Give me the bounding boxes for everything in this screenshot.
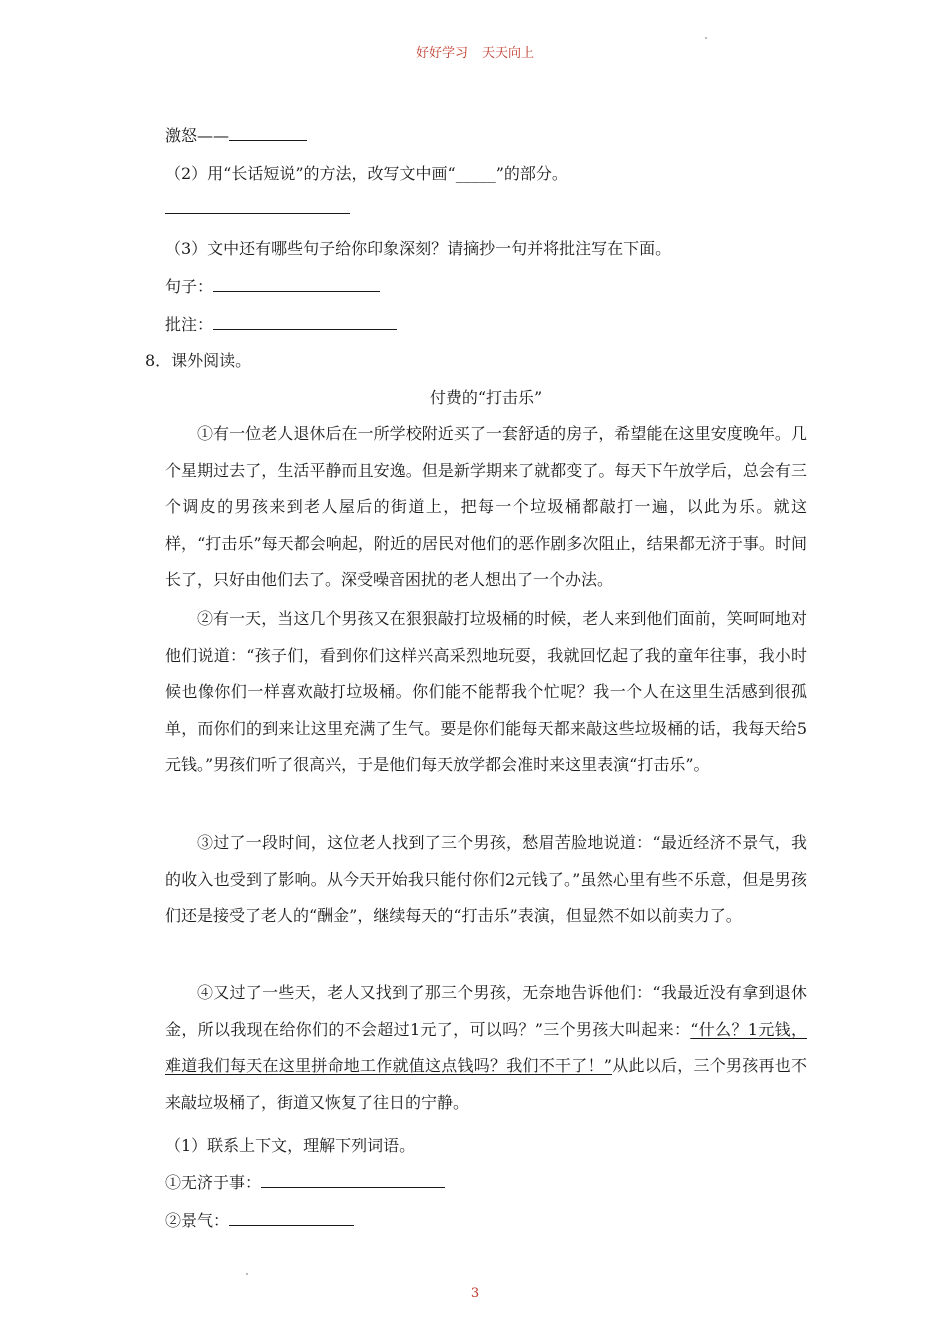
q8-sub1: （1）联系上下文，理解下列词语。 <box>165 1136 416 1155</box>
passage-paragraph-1: ①有一位老人退休后在一所学校附近买了一套舒适的房子，希望能在这里安度晚年。几个星期过去了，生活平静而且安逸。但是新学期来了就都变了。每天下午放学后，总会有三个调皮的男孩来到老人屋后的街道上，把每一个垃圾桶都敲打一遍，以此为乐。就这样，“打击乐”每天都会响起，附近的居民对他们的恶作剧多次阻止，结果都无济于事。时间长了，只好由他们去了。深受噪音困扰的老人想出了一个办法。 <box>165 424 807 590</box>
p4-text-after: 从此以后，三个男孩再也不来敲垃圾桶了，街道又恢复了往日的宁静。 <box>165 1056 807 1112</box>
q8-heading: 8．课外阅读。 <box>145 351 252 370</box>
page-header <box>0 42 950 61</box>
passage-paragraph-2: ②有一天，当这几个男孩又在狠狠敲打垃圾桶的时候，老人来到他们面前，笑呵呵地对他们说道：“孩子们，看到你们这样兴高采烈地玩耍，我就回忆起了我的童年往事，我小时候也像你们一样喜欢敲打垃圾桶。你们能不能帮我个忙呢？我一个人在这里生活感到很孤单，而你们的到来让这里充满了生气。要是你们能每天都来敲这些垃圾桶的话，我每天给5元钱。”男孩们听了很高兴，于是他们每天放学都会准时来这里表演“打击乐”。 <box>165 609 807 775</box>
p4-underlined-text: “什么？1元钱，难道我们每天在这里拼命地工作就值这点钱吗？我们不干了！” <box>165 1019 807 1076</box>
comment-label: 批注： <box>165 315 214 334</box>
passage-paragraph-4 <box>165 975 807 1121</box>
sentence-label: 句子： <box>165 277 214 296</box>
decorative-dot <box>705 37 707 39</box>
q8-item1-row <box>165 1170 445 1193</box>
answer-blank[interactable] <box>213 277 380 292</box>
q7-word-jinu <box>165 123 307 146</box>
header-left-text: 好好学习 <box>415 46 468 61</box>
answer-blank[interactable] <box>229 1211 354 1226</box>
item2-label: ②景气： <box>165 1211 230 1230</box>
answer-blank[interactable] <box>229 126 307 141</box>
answer-line[interactable] <box>165 213 350 214</box>
q8-item2-row <box>165 1208 354 1231</box>
answer-blank[interactable] <box>213 315 397 330</box>
q7-sentence-row <box>165 274 380 297</box>
page-number: 3 <box>470 1286 480 1301</box>
passage-paragraph-3: ③过了一段时间，这位老人找到了三个男孩，愁眉苦脸地说道：“最近经济不景气，我的收入也受到了影响。从今天开始我只能付你们2元钱了。”虽然心里有些不乐意，但是男孩们还是接受了老人的“酬金”，继续每天的“打击乐”表演，但显然不如以前卖力了。 <box>165 833 807 926</box>
p4-text-before: ④又过了一些天，老人又找到了那三个男孩，无奈地告诉他们：“我最近没有拿到退休金，所以我现在给你们的不会超过1元了，可以吗？”三个男孩大叫起来： <box>165 983 807 1039</box>
header-right-text: 天天向上 <box>482 46 535 61</box>
q7-sub3: （3）文中还有哪些句子给你印象深刻？请摘抄一句并将批注写在下面。 <box>165 239 672 258</box>
q7-comment-row <box>165 312 397 335</box>
q7-sub2: （2）用“长话短说”的方法，改写文中画“_____”的部分。 <box>165 164 568 183</box>
item1-label: ①无济于事： <box>165 1173 262 1192</box>
answer-blank[interactable] <box>261 1173 445 1188</box>
passage-title: 付费的“打击乐” <box>429 388 543 407</box>
q7-word-jinu-label: 激怒—— <box>165 126 230 145</box>
decorative-dot <box>246 1273 248 1275</box>
